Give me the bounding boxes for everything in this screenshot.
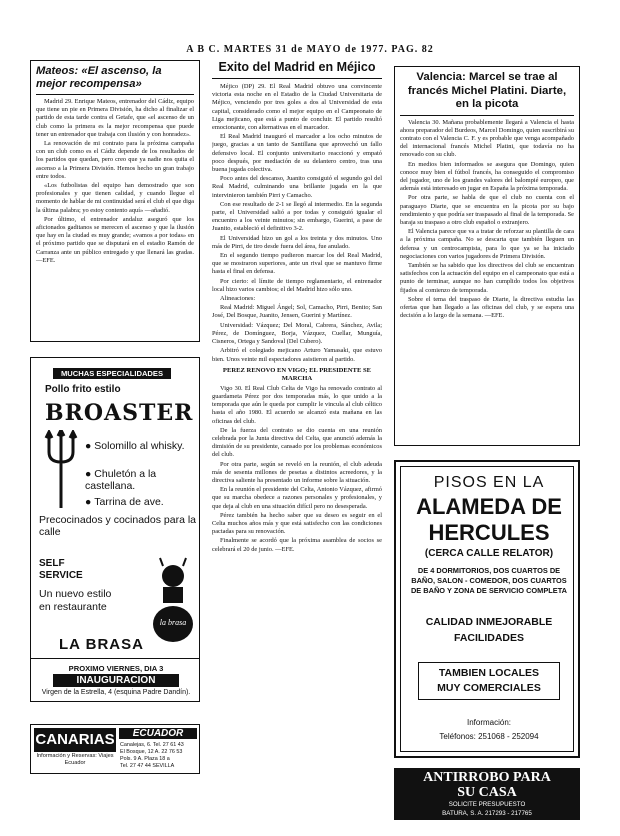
article-paragraph: Por cierto: el límite de tiempo reglamentario, el entrenador local hizo varios cambios; el del Madrid hizo sólo uno. [212,277,382,293]
quality-text: CALIDAD INMEJORABLE [425,616,553,628]
article-paragraph: Por último, el entrenador andaluz aseguró que los aficionados gaditanos se merecen el ascenso y que la ilusión que hay en la ciudad es muy grande; «vamos a por todas» en el próximo partido que se disputará en el estadio Ramón de Carranza ante un público entregado y que llenará las gradas. —EFE. [36,215,194,264]
headline-rule [36,94,194,95]
article-headline: Mateos: «El ascenso, la mejor recompensa» [36,65,162,90]
article-paragraph: Madrid 29. Enrique Mateos, entrenador del Cádiz, equipo que tiene un pie en Primera División, ha dicho al finalizar el partido de esta tarde contra el Getafe, que «el ascenso de un club como la primera es la mejor recompensa que puede tener un entrenador que trabaja con ilusión y con honradez». [36,98,194,138]
article-paragraph: Finalmente se acordó que la próxima asamblea de socios se celebrará el 20 de junio. —EFE. [212,537,382,553]
pisos-ad [394,460,580,758]
pisos-line2: ALAMEDA DE [416,494,562,519]
lineup-text: Universidad: Vázquez; Del Moral, Cabrera, Sánchez, Avila; Pérez, de Domínguez, Borja, Vázquez, Cuellar, Munguía, Cisneros, Ortega y Sandoval (Del Cubero). [212,321,382,346]
article-paragraph: Por otra parte, se habla de que el club no cuenta con el paraguayo Diarte, que se encuentra en la picota por su bajo rendimiento y que podría ser traspasado al final de la temporada. Se baraja su traspaso a otro club español o extranjero. [400,194,574,226]
ad-divider [31,658,200,659]
antirrobo-line2: SU CASA [457,785,517,800]
menu-item: ● Chuletón a la castellana. [85,468,157,492]
bullet-icon: ● [85,440,95,452]
locales-text: MUY COMERCIALES [437,682,541,694]
antirrobo-ad [394,768,580,820]
canarias-title: CANARIAS [34,728,116,752]
article-paragraph: Pérez también ha hecho saber que su deseo es seguir en el Celta muchos años más y que está satisfecho con las condiciones pactadas para su renovación. [212,511,382,536]
article-paragraph: El Real Madrid inauguró el marcador a los ocho minutos de juego, gracias a un tanto de Santillana que aprovechó un fallo defensivo local. El conjunto universitario reaccionó y empató poco después, por mediación de su delantero centro, tras una buena jugada colectiva. [212,133,382,174]
canarias-ad [30,724,200,774]
broaster-title: BROASTER [45,400,194,426]
mateos-article [30,60,200,342]
canarias-small-text: Información y Reservas: Viajes Ecuador [36,753,114,766]
article-paragraph: Poco antes del descanso, Juanito consiguió el segundo gol del Real Madrid, culminando una brillante jugada en la que intervinieron también Pirri y Camacho. [212,175,382,199]
article-paragraph: En el segundo tiempo pudieron marcar los del Real Madrid, que se mostraron superiores, ante un rival que se mantuvo firme hasta el final en defensa. [212,252,382,276]
bullet-icon: ● [85,496,95,508]
locales-text: TAMBIEN LOCALES [438,667,540,679]
article-paragraph: Valencia 30. Mañana probablemente llegará a Valencia el hasta ahora preparador del Burdeos, Marcel Domingo, quien suscribirá su contrato con el Valencia C. F. y es probable que venga acompañado del internacional francés Michel Platini, que todavía no ha renovado con su club. [400,118,574,159]
antirrobo-line1: ANTIRROBO PARA [423,770,551,785]
broaster-subtitle: Pollo frito estilo [45,384,121,395]
pisos-line3: HERCULES [428,520,550,545]
antirrobo-line4: BATURA, S. A. 217293 - 217765 [442,810,532,817]
ecuador-line: Tel. 27 47 44 SEVILLA [120,763,175,769]
lineups-title: Alineaciones: [220,295,256,303]
ecuador-title: ECUADOR [119,728,197,739]
article-paragraph: El Valencia parece que va a tratar de reforzar su plantilla de cara a la próxima campaña. No se descarta que también lleguen un defensa y un centrocampista, para lo que ya se ha iniciado negociaciones con varios jugadores de Primera División. [400,228,574,260]
pisos-location: (CERCA CALLE RELATOR) [424,548,554,559]
article-paragraph: Por otra parte, según se reveló en la reunión, el club adeuda más de sesenta millones de pesetas a distintos acreedores, y la directiva saliente ha presentado un informe sobre la situación. [212,460,382,484]
pisos-details: DE 4 DORMITORIOS, DOS CUARTOS DE BAÑO, SALON - COMEDOR, DOS CUARTOS DE BAÑO Y ZONA DE SERVICIO COMPLETA [410,566,568,595]
article-headline: Exito del Madrid en Méjico [218,60,376,74]
menu-item: ● Tarrina de ave. [85,496,164,508]
ecuador-line: Pols. 9 A. Plaza 18 a [120,756,170,762]
article-paragraph: En medios bien informados se asegura que Domingo, quien conoce muy bien el fútbol francés, ha conseguido el compromiso del jugador, uno de los grandes valores del balompié europeo, que además está interesado en jugar en España la próxima temporada. [400,160,574,193]
phones-text: Teléfonos: 251068 - 252094 [439,732,539,741]
pisos-line1: PISOS EN LA [433,474,545,491]
article-paragraph: Vigo 30. El Real Club Celta de Vigo ha renovado contrato al guardameta Pérez por dos temporadas más, lo que unido a la temporada que aún le queda por cumplir le vincula al club céltico hasta el año 1980. El acuerdo se alcanzó esta mañana en las oficinas del club. [212,384,382,425]
address-text: Virgen de la Estrella, 4 (esquina Padre Dandín). [41,689,191,696]
lineup-text: Real Madrid: Miguel Ángel; Sol, Camacho, Pirri, Benito; San José, Del Bosque, Juanito, Jensen, Guerini y Martínez. [212,304,382,320]
broaster-ad [30,357,200,702]
valencia-article [394,66,580,446]
article-paragraph: Sobre el tema del traspaso de Diarte, la directiva estudia las ofertas que han llegado a las oficinas del club, y se espera una decisión a lo largo de la semana. —EFE. [400,295,574,320]
new-style-text: Un nuevo estilo en restaurante [39,588,112,613]
next-friday-text: PROXIMO VIERNES, DIA 3 [68,664,164,673]
antirrobo-line3: SOLICITE PRESUPUESTO [448,801,526,808]
info-title: Información: [466,718,512,727]
article-paragraph: Méjico (DP) 29. El Real Madrid obtuvo una convincente victoria esta noche en el Estadio de la Ciudad Universitaria de Méjico, venciendo por tres goles a dos al Universidad de esta capital, considerado como el mejor equipo en el Campeonato de Liga mejicano, que está a punto de concluir. El partido resultó emocionante, con alternativas en el marcador. [212,83,382,132]
chef-logo-icon [149,556,197,646]
article-paragraph: También se ha sabido que los directivos del club se encuentran satisfechos con la actuación del equipo en el campeonato que está a punto de terminar, aunque no han cumplido todos los objetivos fijados al comienzo de temporada. [400,261,574,294]
ecuador-line: Canalejas, 6. Tel. 27 61 43 [120,742,184,748]
article-paragraph: «Los futbolistas del equipo han demostrado que son profesionales y que tienen calidad, y cuando llegue el momento de hablar de mi continuidad será el club el que diga la última palabra; yo estoy contento aquí» —añadió. [36,182,194,214]
referee-text: Arbitró el colegiado mejicano Arturo Yamasaki, que estuvo bien. Unos veinte mil espectadores asistieron al partido. [212,347,382,363]
self-service-text: SELF SERVICE [39,558,83,581]
ecuador-line: El Bosque, 12 A. 22 76 53 [120,749,183,755]
article-paragraph: De la fuerza del contrato se dio cuenta en una reunión celebrada por la Junta directiva del Celta, que anunció además la dimisión de su presidente, cansado por los problemas económicos del club. [212,426,382,459]
page-header: A B C. MARTES 31 de MAYO de 1977. PAG. 82 [186,44,434,55]
headline-rule [212,78,382,79]
logo-text: la brasa [159,618,187,627]
article-paragraph: La renovación de mi contrato para la próxima campaña con un club como es el Cádiz depende de los resultados de los partidos que quedan, pero creo que ya nadie nos quita el ascenso a la Primera División. Hemos hecho un gran trabajo entre todos. [36,140,194,180]
inauguration-banner: INAUGURACION [53,674,179,687]
article-paragraph: En la reunión el presidente del Celta, Antonio Vázquez, afirmó que su marcha obedece a razones personales y profesionales, y que deja al club en una situación difícil pero no desesperada. [212,486,382,510]
precooked-text: Precocinados y cocinados para la calle [39,514,197,538]
specialties-banner: MUCHAS ESPECIALIDADES [53,368,171,379]
madrid-article [212,60,382,820]
sub-headline: PEREZ RENOVO EN VIGO; EL PRESIDENTE SE MARCHA [222,366,372,382]
headline-rule [400,115,574,116]
article-paragraph: El Universidad hizo un gol a los treinta y dos minutos. Uno más de Pirri, de tiro desde fuera del área, fue anulado. [212,234,382,250]
bullet-icon: ● [85,468,95,480]
article-headline: Valencia: Marcel se trae al francés Michel Platini. Diarte, en la picota [407,71,567,110]
facilities-text: FACILIDADES [453,632,524,644]
brand-name: LA BRASA [59,636,144,653]
trident-icon [43,430,79,508]
menu-item: ● Solomillo al whisky. [85,440,185,452]
article-paragraph: Con ese resultado de 2-1 se llegó al intermedio. En la segunda parte, el Universidad salió a por todas y consiguió igualar el encuentro a los veinte minutos; sin embargo, Guerini, a pase de Juanito, estableció el definitivo 3-2. [212,200,382,233]
